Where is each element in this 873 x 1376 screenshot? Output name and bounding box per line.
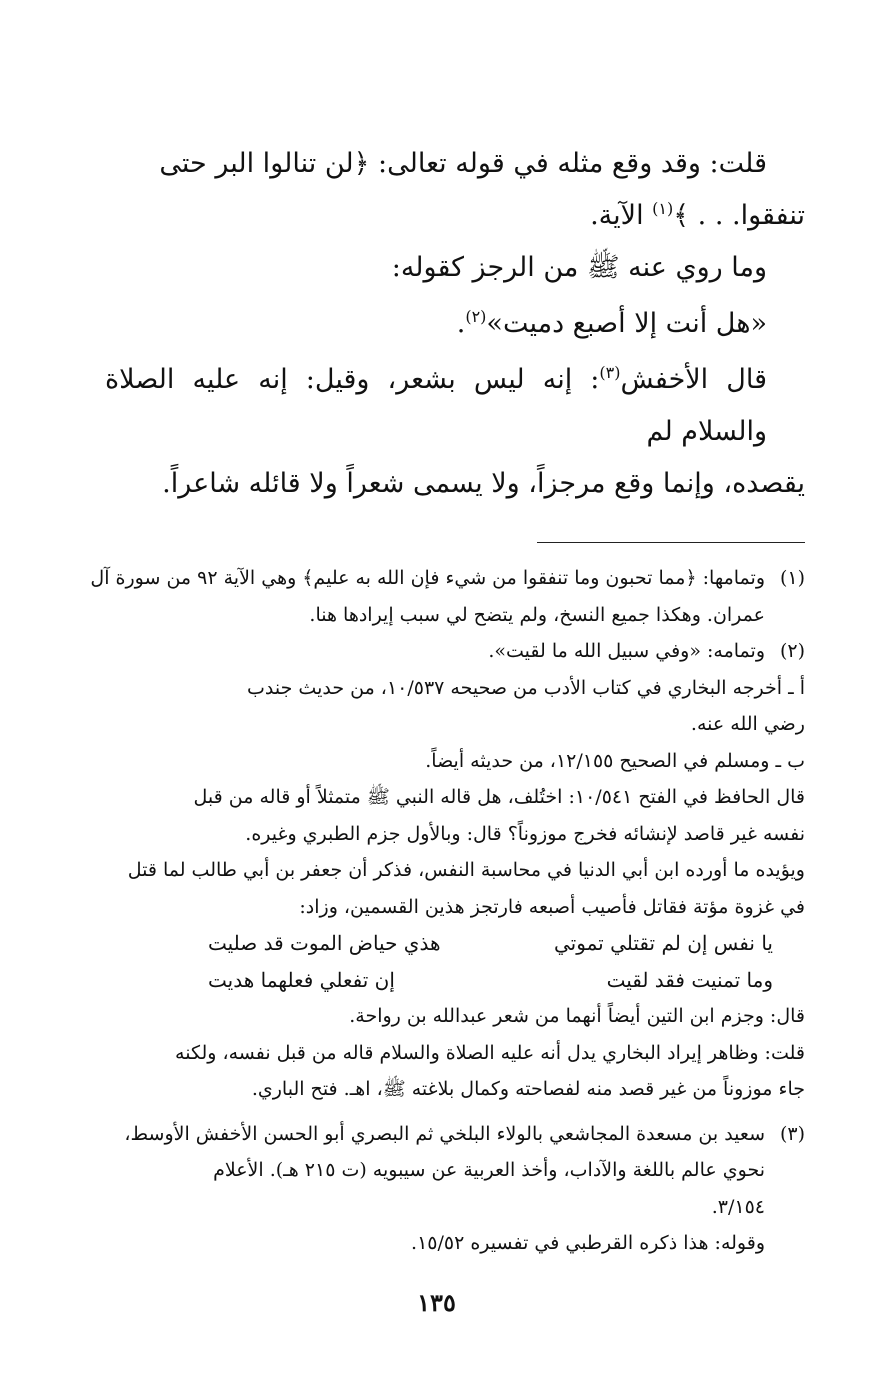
footnote-number: (١) [779, 567, 805, 589]
body-text: قال الأخفش [620, 364, 767, 395]
footnote-line: قال الحافظ في الفتح ١٠/٥٤١: اختُلف، هل قاله النبي ﷺ متمثلاً أو قاله من قبل [193, 786, 805, 808]
footnote-number: (٣) [779, 1122, 805, 1145]
footnote-text: سعيد بن مسعدة المجاشعي بالولاء البلخي ثم البصري أبو الحسن الأخفش الأوسط، [124, 1122, 765, 1145]
body-line [457, 298, 805, 350]
footnote-3 [103, 1116, 805, 1262]
footnote-line: قال: وجزم ابن التين أيضاً أنهما من شعر عبدالله بن رواحة. [349, 1005, 805, 1027]
verse-hemistich: إن تفعلي فعلهما هديت [208, 967, 395, 992]
body-text: . [456, 308, 466, 339]
footnote-ref[interactable]: (١) [652, 199, 674, 218]
footnote-text: وتمامه: «وفي سبيل الله ما لقيت». [488, 640, 765, 662]
body-line: يقصده، وإنما وقع مرجزاً، ولا يسمى شعراً ولا قائله شاعراً. [162, 468, 805, 499]
footnote-separator [537, 542, 805, 543]
body-paragraph-2 [105, 242, 805, 294]
body-line: وما روي عنه ﷺ من الرجز كقوله: [391, 252, 767, 283]
body-paragraph-3 [105, 298, 805, 350]
body-text: الآية. [590, 200, 653, 231]
footnote-line: نفسه غير قاصد لإنشائه فخرج موزوناً؟ قال: وبالأول جزم الطبري وغيره. [245, 822, 805, 845]
body-text: تنفقوا. . . ﴾ [673, 200, 805, 231]
footnote-ref[interactable]: (٣) [599, 363, 621, 382]
footnote-text: وتمامها: ﴿مما تحبون وما تنفقوا من شيء فإن الله به عليم﴾ وهي الآية ٩٢ من سورة آل [90, 567, 765, 589]
body-line [590, 200, 805, 231]
footnote-number: (٢) [779, 640, 805, 662]
footnotes-section [90, 560, 805, 1262]
body-text: «هل أنت إلا أصبع دميت» [486, 308, 767, 339]
body-line: قلت: وقد وقع مثله في قوله تعالى: ﴿لن تنالوا البر حتى [159, 148, 767, 179]
footnote-ref[interactable]: (٢) [465, 307, 487, 326]
verse-hemistich: هذي حياض الموت قد صليت [208, 931, 441, 955]
footnote-line: في غزوة مؤتة فقاتل فأصيب أصبعه فارتجز هذين القسمين، وزاد: [299, 895, 805, 918]
footnote-1 [90, 560, 805, 633]
footnote-line: رضي الله عنه. [690, 713, 805, 735]
body-text: : إنه ليس بشعر، وقيل: إنه عليه الصلاة والسلام لم [105, 364, 767, 447]
page-number: ١٣٥ [417, 1288, 456, 1317]
footnote-line [103, 633, 805, 670]
footnote-line: عمران. وهكذا جميع النسخ، ولم يتضح لي سبب إيرادها هنا. [309, 603, 765, 626]
footnote-line: قلت: وظاهر إيراد البخاري يدل أنه عليه الصلاة والسلام قاله من قبل نفسه، ولكنه [175, 1041, 805, 1064]
footnote-line [90, 560, 805, 597]
footnote-line: ٣/١٥٤. [711, 1195, 765, 1218]
body-paragraph-1 [105, 138, 805, 242]
verse-hemistich: وما تمنيت فقد لقيت [606, 967, 773, 992]
footnote-line: ب ـ ومسلم في الصحيح ١٢/١٥٥، من حديثه أيضاً. [425, 749, 805, 772]
footnote-2 [103, 633, 805, 1108]
verse-hemistich: يا نفس إن لم تقتلي تموتي [554, 931, 773, 955]
footnote-line [103, 1116, 805, 1153]
footnote-line: أ ـ أخرجه البخاري في كتاب الأدب من صحيحه ١٠/٥٣٧، من حديث جندب [247, 676, 805, 699]
footnote-line: وقوله: هذا ذكره القرطبي في تفسيره ١٥/٥٢. [411, 1232, 765, 1254]
verse-line-2 [208, 962, 773, 999]
footnote-line: نحوي عالم باللغة والآداب، وأخذ العربية عن سيبويه (ت ٢١٥ هـ). الأعلام [213, 1159, 765, 1181]
body-line [105, 354, 805, 458]
verse-line-1 [208, 925, 773, 962]
footnote-line: جاء موزوناً من غير قصد منه لفصاحته وكمال بلاغته ﷺ، اهـ. فتح الباري. [251, 1078, 805, 1100]
footnote-line: ويؤيده ما أورده ابن أبي الدنيا في محاسبة النفس، فذكر أن جعفر بن أبي طالب لما قتل [127, 859, 805, 881]
body-paragraph-4 [105, 354, 805, 510]
